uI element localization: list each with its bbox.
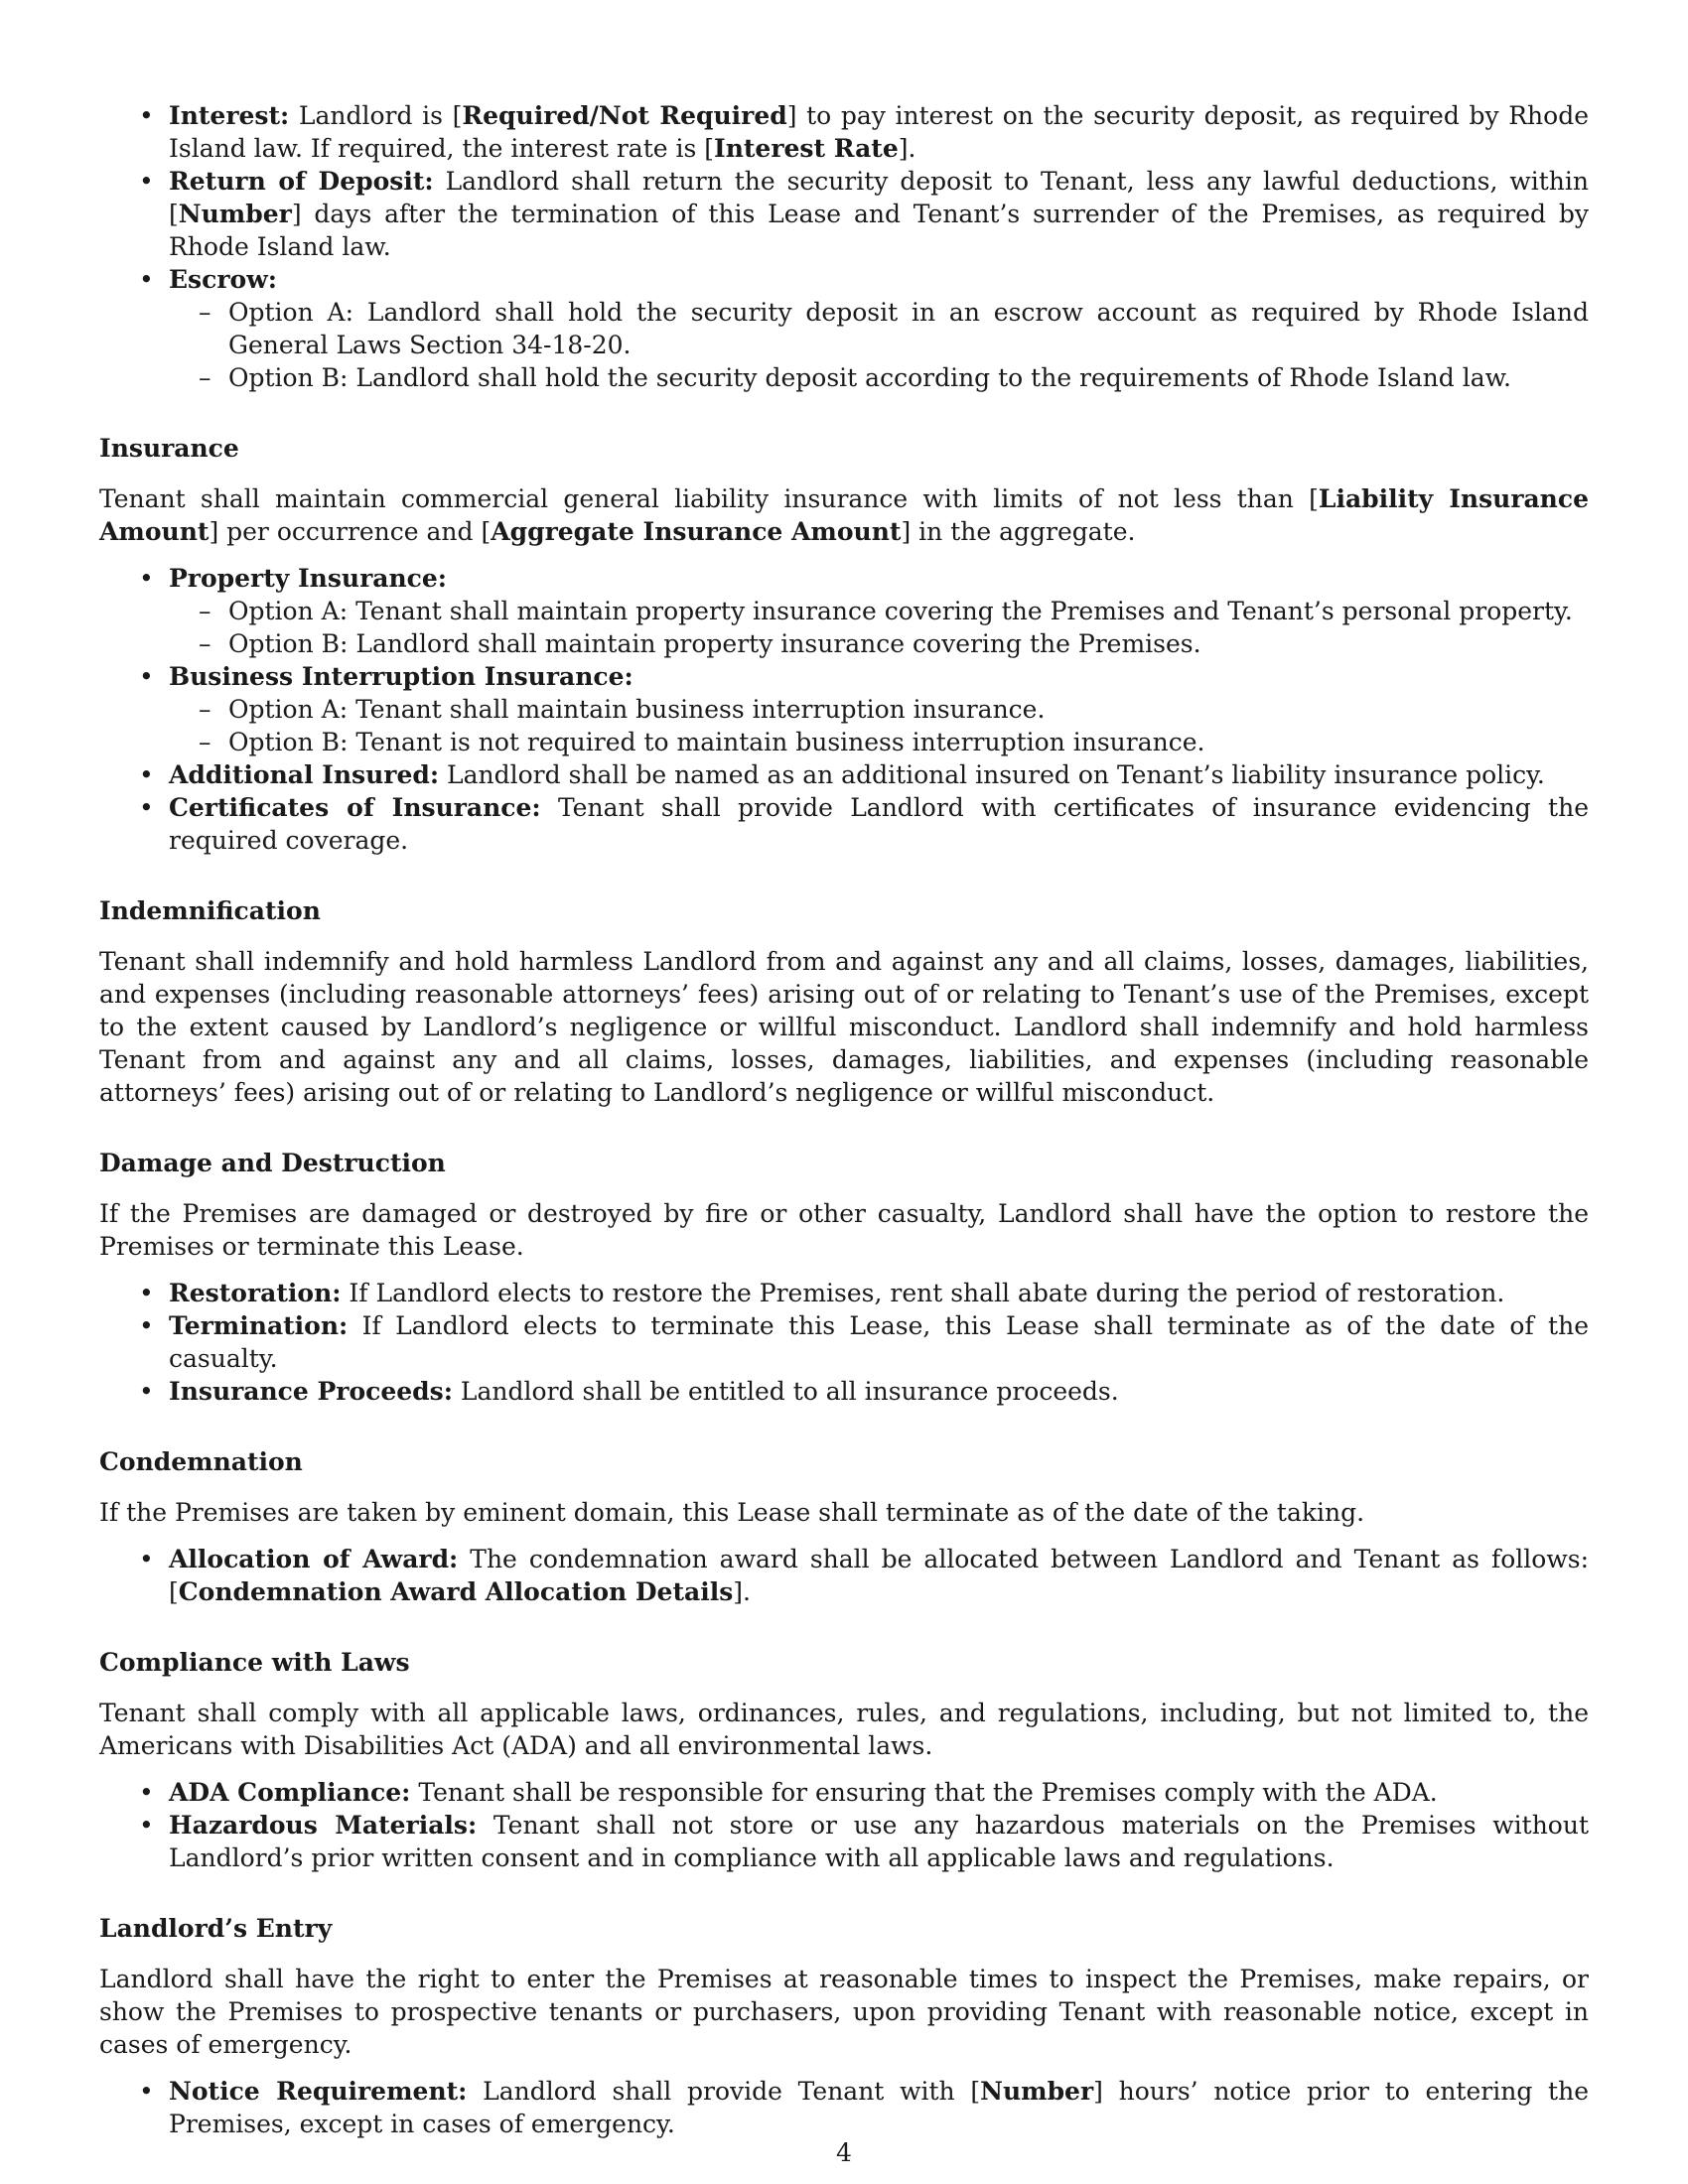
compliance-paragraph: Tenant shall comply with all applicable laws, ordinances, rules, and regulations, including, but not limited to, the Americans with Disabilities Act (ADA) and all environmental laws. bbox=[99, 1699, 1589, 1760]
certificates-item bbox=[99, 791, 1589, 857]
placeholder-field: Number bbox=[980, 2077, 1094, 2106]
list-item bbox=[99, 1809, 1589, 1874]
placeholder-field: Condemnation Award Allocation Details bbox=[178, 1577, 734, 1606]
condemnation-list bbox=[99, 1543, 1589, 1608]
option-item: – Option B: Landlord shall hold the security deposit according to the requirements of Rhode Island law. bbox=[169, 361, 1589, 394]
deposit-interest-item bbox=[99, 99, 1589, 165]
item-label: Additional Insured: bbox=[169, 760, 440, 789]
section-heading-compliance: Compliance with Laws bbox=[99, 1648, 410, 1677]
section-heading-indemnification: Indemnification bbox=[99, 896, 321, 925]
item-label: Property Insurance: bbox=[169, 564, 448, 593]
item-text: ] to pay interest on the security deposit, as required by Rhode Island law. If required, the interest rate is [ bbox=[169, 101, 1589, 163]
property-options bbox=[169, 595, 1589, 660]
item-text: Tenant shall provide Landlord with certificates of insurance evidencing the required coverage. bbox=[169, 793, 1589, 855]
item-text: If Landlord elects to terminate this Lease, this Lease shall terminate as of the date of the casualty. bbox=[169, 1311, 1589, 1373]
item-text: Landlord is [ bbox=[289, 101, 463, 130]
item-text: If Landlord elects to restore the Premises, rent shall abate during the period of restoration. bbox=[341, 1279, 1505, 1307]
option-item: – Option A: Tenant shall maintain property insurance covering the Premises and Tenant’s personal property. bbox=[169, 595, 1589, 627]
entry-paragraph: Landlord shall have the right to enter the Premises at reasonable times to inspect the Premises, make repairs, or show the Premises to prospective tenants or purchasers, upon providing Tenant with reasonable notice, except in cases of emergency. bbox=[99, 1965, 1589, 2059]
entry-list bbox=[99, 2075, 1589, 2140]
item-text: The condemnation award shall be allocated between Landlord and Tenant as follows: [ bbox=[169, 1545, 1589, 1606]
item-text: Tenant shall not store or use any hazardous materials on the Premises without Landlord’s prior written consent and in compliance with all applicable laws and regulations. bbox=[169, 1811, 1590, 1872]
option-item: – Option A: Landlord shall hold the security deposit in an escrow account as required by Rhode Island General Laws Section 34-18-20. bbox=[169, 296, 1589, 361]
business-interruption-item bbox=[99, 660, 1589, 758]
item-text: Tenant shall be responsible for ensuring that the Premises comply with the ADA. bbox=[410, 1778, 1438, 1807]
section-heading-condemnation: Condemnation bbox=[99, 1447, 303, 1476]
property-insurance-item bbox=[99, 562, 1589, 660]
damage-list bbox=[99, 1277, 1589, 1408]
item-label: Termination: bbox=[169, 1311, 349, 1340]
item-text: ]. bbox=[898, 134, 916, 163]
escrow-options bbox=[169, 296, 1589, 394]
item-text: Landlord shall provide Tenant with [ bbox=[467, 2077, 981, 2106]
damage-paragraph: If the Premises are damaged or destroyed by fire or other casualty, Landlord shall have the option to restore the Premises or terminate this Lease. bbox=[99, 1199, 1589, 1261]
item-text: Landlord shall be entitled to all insurance proceeds. bbox=[452, 1377, 1119, 1406]
allocation-item bbox=[99, 1543, 1589, 1608]
list-item bbox=[99, 1309, 1589, 1375]
section-heading-insurance: Insurance bbox=[99, 434, 239, 463]
section-heading-entry: Landlord’s Entry bbox=[99, 1914, 333, 1943]
item-label: Escrow: bbox=[169, 265, 277, 294]
option-item: – Option B: Tenant is not required to maintain business interruption insurance. bbox=[169, 726, 1589, 758]
indemnification-paragraph: Tenant shall indemnify and hold harmless Landlord from and against any and all claims, losses, damages, liabilities, and expenses (including reasonable attorneys’ fees) arising out of or relating to Tenant’s use of the Premises, except to the extent caused by Landlord’s negligence or willful misconduct. Landlord shall indemnify and hold harmless Tenant from and against any and all claims, losses, damages, liabilities, and expenses (including reasonable attorneys’ fees) arising out of or relating to Landlord’s negligence or willful misconduct. bbox=[99, 947, 1589, 1107]
paragraph-text: ] in the aggregate. bbox=[901, 517, 1136, 546]
placeholder-field: Liability Insurance Amount bbox=[99, 484, 1589, 546]
item-label: Business Interruption Insurance: bbox=[169, 662, 633, 691]
list-item bbox=[99, 1776, 1589, 1809]
business-options bbox=[169, 693, 1589, 758]
item-text: ]. bbox=[733, 1577, 751, 1606]
list-item bbox=[99, 1375, 1589, 1408]
paragraph-text: Tenant shall maintain commercial general liability insurance with limits of not less than [ bbox=[99, 484, 1319, 513]
item-label: Allocation of Award: bbox=[169, 1545, 459, 1573]
insurance-list bbox=[99, 562, 1589, 857]
document-page bbox=[99, 99, 1589, 2140]
deposit-escrow-item bbox=[99, 263, 1589, 394]
item-label: Restoration: bbox=[169, 1279, 342, 1307]
placeholder-field: Number bbox=[178, 200, 292, 228]
compliance-list bbox=[99, 1776, 1589, 1874]
option-item: – Option A: Tenant shall maintain business interruption insurance. bbox=[169, 693, 1589, 726]
item-text: ] hours’ notice prior to entering the Premises, except in cases of emergency. bbox=[169, 2077, 1589, 2138]
placeholder-field: Aggregate Insurance Amount bbox=[491, 517, 902, 546]
insurance-paragraph bbox=[99, 482, 1589, 548]
deposit-list bbox=[99, 99, 1589, 394]
placeholder-field: Interest Rate bbox=[714, 134, 899, 163]
paragraph-text: ] per occurrence and [ bbox=[209, 517, 492, 546]
option-item: – Option B: Landlord shall maintain property insurance covering the Premises. bbox=[169, 627, 1589, 660]
item-label: Notice Requirement: bbox=[169, 2077, 468, 2106]
item-text: ] days after the termination of this Lease and Tenant’s surrender of the Premises, as required by Rhode Island law. bbox=[169, 200, 1589, 261]
item-label: ADA Compliance: bbox=[169, 1778, 411, 1807]
notice-item bbox=[99, 2075, 1589, 2140]
additional-insured-item bbox=[99, 758, 1589, 791]
item-label: Certificates of Insurance: bbox=[169, 793, 541, 822]
condemnation-paragraph: If the Premises are taken by eminent domain, this Lease shall terminate as of the date of the taking. bbox=[99, 1498, 1365, 1527]
deposit-return-item bbox=[99, 165, 1589, 263]
item-label: Return of Deposit: bbox=[169, 167, 434, 196]
item-text: Landlord shall return the security deposit to Tenant, less any lawful deductions, within [ bbox=[169, 167, 1589, 228]
item-label: Interest: bbox=[169, 101, 290, 130]
section-heading-damage: Damage and Destruction bbox=[99, 1149, 446, 1177]
placeholder-field: Required/Not Required bbox=[462, 101, 787, 130]
list-item bbox=[99, 1277, 1589, 1309]
item-label: Insurance Proceeds: bbox=[169, 1377, 453, 1406]
item-text: Landlord shall be named as an additional insured on Tenant’s liability insurance policy. bbox=[439, 760, 1545, 789]
page-number: 4 bbox=[836, 2138, 852, 2167]
item-label: Hazardous Materials: bbox=[169, 1811, 478, 1840]
